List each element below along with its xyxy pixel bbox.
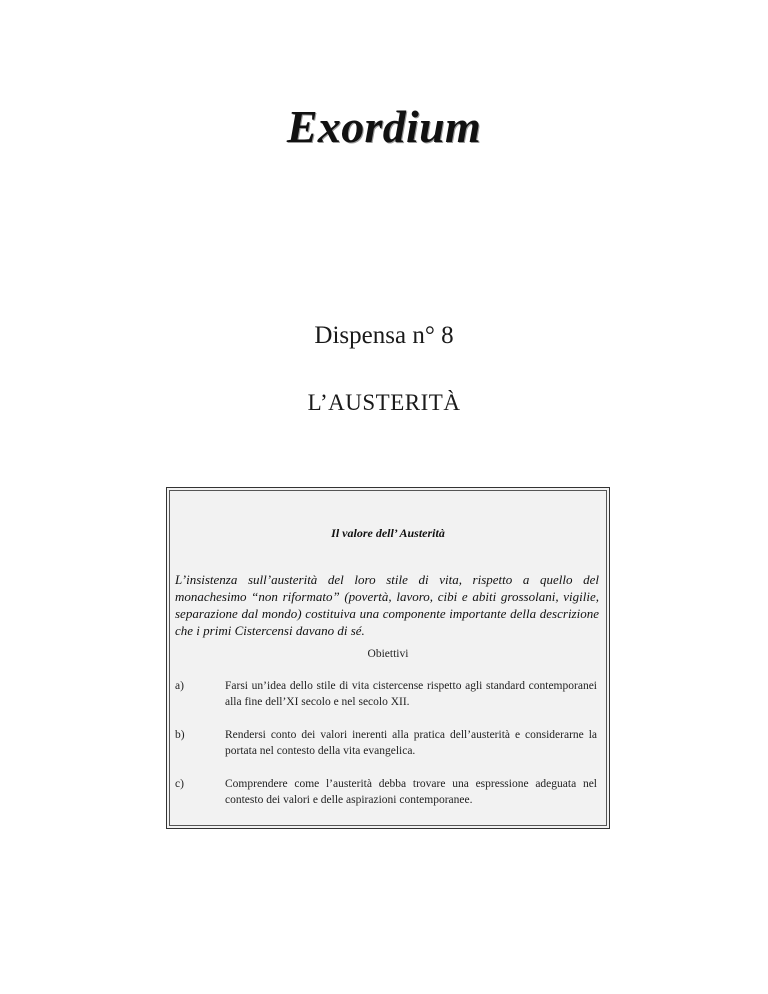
objective-text: Rendersi conto dei valori inerenti alla pratica dell’austerità e considerarne la portata nel contesto della vita evangelica. bbox=[225, 729, 597, 757]
objective-marker: c) bbox=[175, 778, 184, 790]
summary-box bbox=[166, 487, 610, 829]
box-heading: Il valore dell’ Austerità bbox=[331, 526, 445, 540]
topic-heading: L’AUSTERITÀ bbox=[307, 390, 461, 415]
objective-marker: b) bbox=[175, 729, 185, 741]
objective-text: Farsi un’idea dello stile di vita cistercense rispetto agli standard contemporanei alla fine dell’XI secolo e nel secolo XII. bbox=[225, 680, 597, 708]
objectives-heading: Obiettivi bbox=[367, 648, 409, 660]
document-title: Exordium bbox=[286, 101, 482, 152]
objective-marker: a) bbox=[175, 680, 184, 692]
box-intro-paragraph: L’insistenza sull’austerità del loro stile di vita, rispetto a quello del monachesimo “non riformato” (povertà, lavoro, cibi e abiti grossolani, vigilie, separazione dal mondo) costituiva una componente importante della descrizione che i primi Cistercensi davano di sé. bbox=[175, 572, 599, 638]
dispensa-number: Dispensa n° 8 bbox=[314, 322, 454, 349]
objective-text: Comprendere come l’austerità debba trovare una espressione adeguata nel contesto dei valori e delle aspirazioni contemporanee. bbox=[225, 778, 597, 806]
